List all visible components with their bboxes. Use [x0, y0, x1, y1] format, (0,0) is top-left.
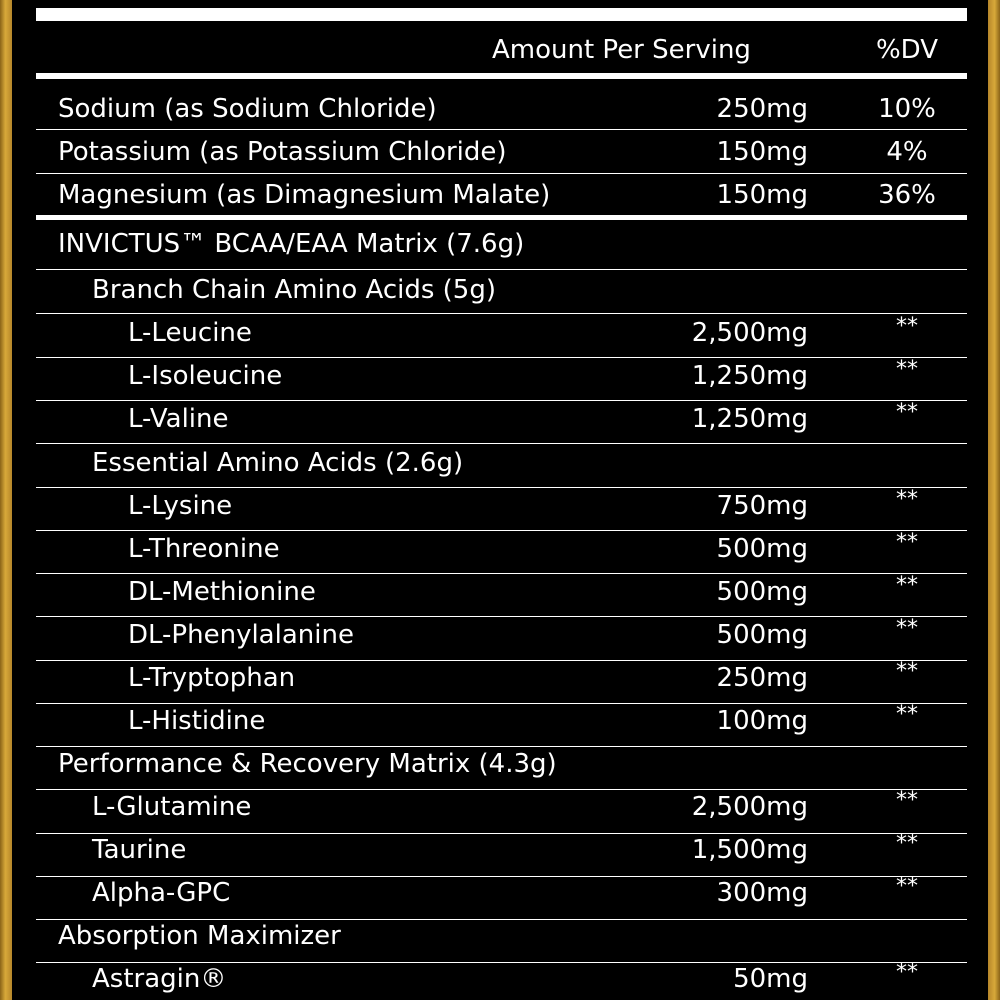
row-divider [36, 833, 967, 834]
row-divider [36, 357, 967, 358]
row-dv: ** [896, 659, 918, 684]
row-name: Performance & Recovery Matrix (4.3g) [58, 749, 557, 779]
row-divider [36, 487, 967, 488]
row-name: Potassium (as Potassium Chloride) [58, 137, 507, 167]
top-divider-bar [36, 8, 967, 21]
row-amount: 750mg [716, 491, 808, 521]
row-amount: 500mg [716, 534, 808, 564]
row-dv: ** [896, 530, 918, 555]
row-dv: ** [896, 573, 918, 598]
row-name: L-Histidine [128, 706, 266, 736]
gold-border-right [988, 0, 1000, 1000]
row-amount: 250mg [716, 94, 808, 124]
row-amount: 500mg [716, 577, 808, 607]
row-divider [36, 443, 967, 444]
row-divider [36, 530, 967, 531]
row-name: Astragin® [92, 964, 227, 994]
row-name: L-Leucine [128, 318, 252, 348]
row-amount: 150mg [716, 137, 808, 167]
row-name: Sodium (as Sodium Chloride) [58, 94, 437, 124]
row-name: Essential Amino Acids (2.6g) [92, 448, 464, 478]
row-dv: ** [896, 960, 918, 985]
row-name: L-Threonine [128, 534, 280, 564]
row-dv: 36% [878, 180, 936, 210]
row-amount: 1,500mg [691, 835, 808, 865]
row-divider [36, 129, 967, 130]
row-dv: ** [896, 616, 918, 641]
row-dv: ** [896, 314, 918, 339]
row-dv: ** [896, 874, 918, 899]
row-amount: 1,250mg [691, 361, 808, 391]
row-amount: 300mg [716, 878, 808, 908]
row-divider [36, 962, 967, 963]
row-dv: ** [896, 702, 918, 727]
header-divider [36, 73, 967, 79]
row-divider [36, 400, 967, 401]
row-amount: 1,250mg [691, 404, 808, 434]
row-amount: 2,500mg [691, 318, 808, 348]
row-name: Magnesium (as Dimagnesium Malate) [58, 180, 551, 210]
row-dv: ** [896, 487, 918, 512]
row-divider [36, 789, 967, 790]
row-name: L-Isoleucine [128, 361, 283, 391]
row-name: L-Lysine [128, 491, 233, 521]
amount-per-serving-header: Amount Per Serving [492, 35, 751, 65]
row-divider [36, 876, 967, 877]
row-amount: 2,500mg [691, 792, 808, 822]
row-name: Alpha-GPC [92, 878, 231, 908]
gold-border-left [0, 0, 12, 1000]
row-amount: 500mg [716, 620, 808, 650]
facts-table [12, 0, 988, 1000]
row-divider [36, 616, 967, 617]
row-divider [36, 703, 967, 704]
row-divider [36, 313, 967, 314]
row-name: L-Valine [128, 404, 229, 434]
row-name: DL-Phenylalanine [128, 620, 354, 650]
row-divider [36, 919, 967, 920]
row-amount: 50mg [733, 964, 808, 994]
row-amount: 100mg [716, 706, 808, 736]
row-dv: ** [896, 400, 918, 425]
section-divider [36, 215, 967, 220]
row-name: INVICTUS™ BCAA/EAA Matrix (7.6g) [58, 229, 525, 259]
row-dv: 10% [878, 94, 936, 124]
row-name: Branch Chain Amino Acids (5g) [92, 275, 496, 305]
row-name: Absorption Maximizer [58, 921, 341, 951]
row-dv: 4% [886, 137, 928, 167]
row-name: Taurine [92, 835, 187, 865]
row-name: L-Tryptophan [128, 663, 296, 693]
row-name: DL-Methionine [128, 577, 316, 607]
row-name: L-Glutamine [92, 792, 252, 822]
row-dv: ** [896, 788, 918, 813]
dv-header: %DV [875, 35, 939, 65]
row-divider [36, 746, 967, 747]
row-divider [36, 660, 967, 661]
row-dv: ** [896, 831, 918, 856]
row-divider [36, 173, 967, 174]
row-amount: 250mg [716, 663, 808, 693]
row-amount: 150mg [716, 180, 808, 210]
row-divider [36, 269, 967, 270]
row-dv: ** [896, 357, 918, 382]
row-divider [36, 573, 967, 574]
